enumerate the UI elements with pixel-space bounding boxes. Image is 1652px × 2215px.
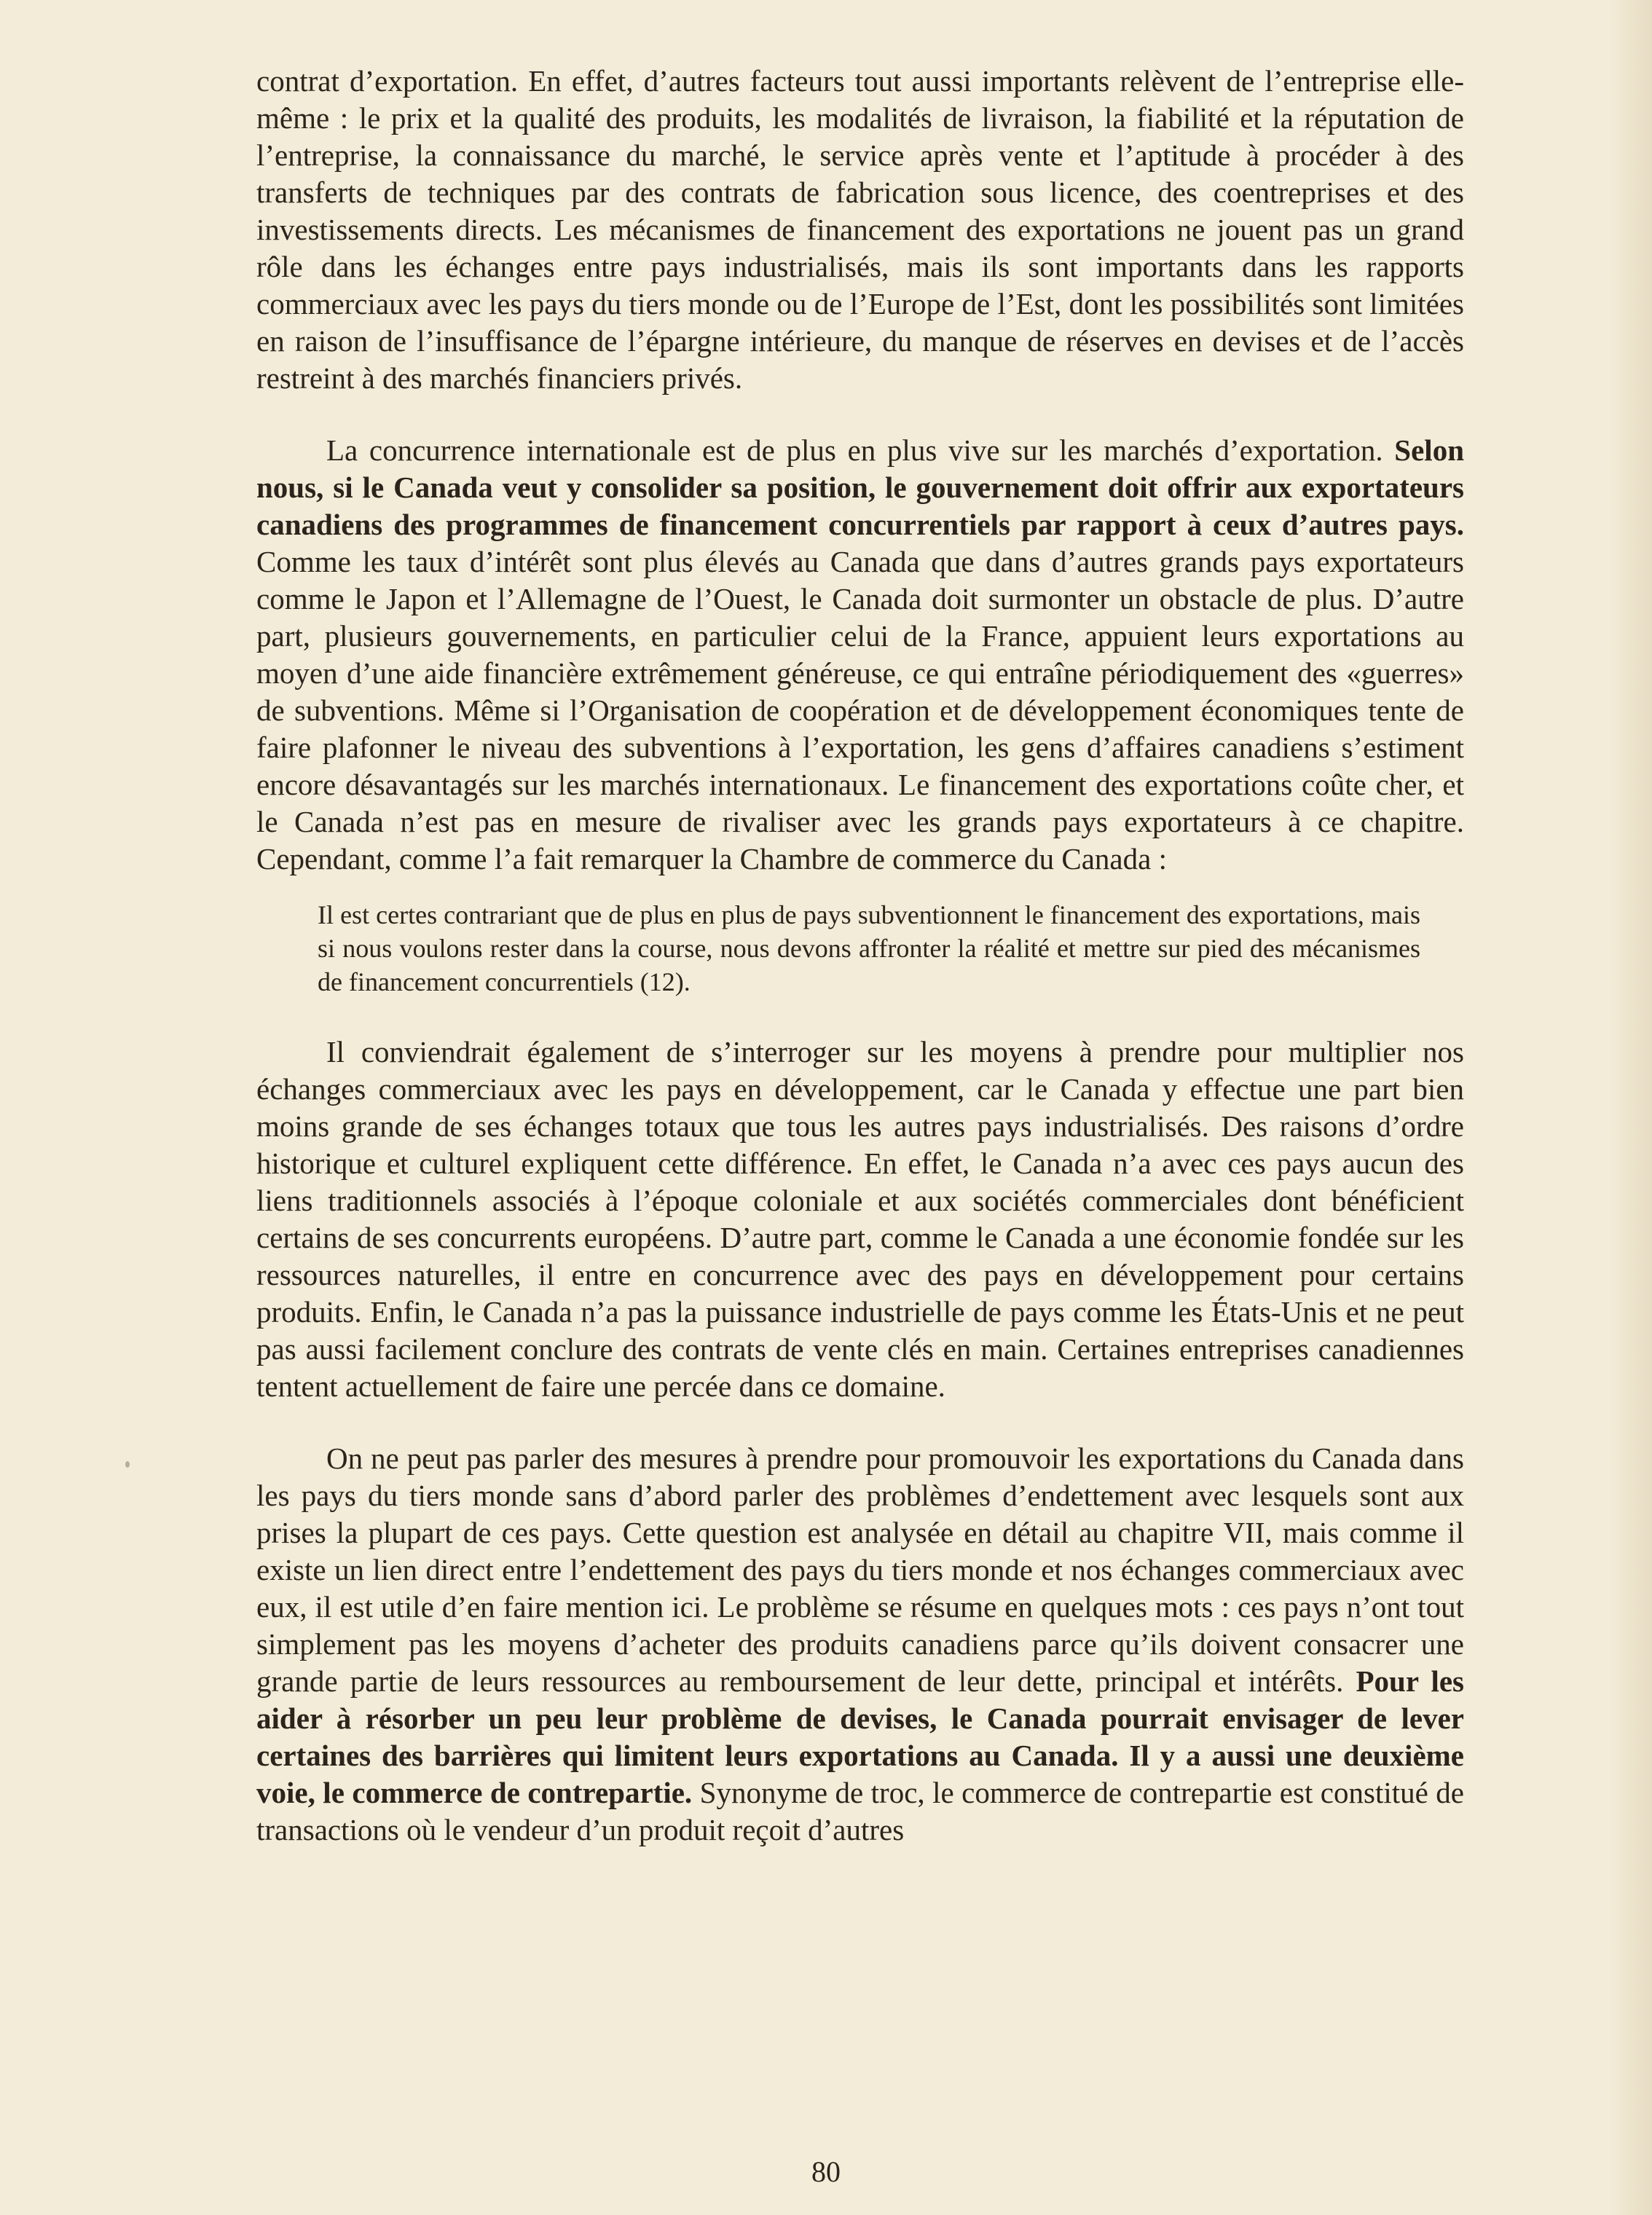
block-quote	[256, 898, 1464, 999]
paragraph-1-text: contrat d’exportation. En effet, d’autres facteurs tout aussi importants relèvent de l’entreprise elle-même : le prix et la qualité des produits, les modalités de livraison, la fiabilité et la réputation de l’entreprise, la connaissance du marché, le service après vente et l’aptitude à procéder à des transferts de techniques par des contrats de fabrication sous licence, des coentreprises et des investissements directs. Les mécanismes de financement des exportations ne jouent pas un grand rôle dans les échanges entre pays industrialisés, mais ils sont importants dans les rapports commerciaux avec les pays du tiers monde ou de l’Europe de l’Est, dont les possibilités sont limitées en raison de l’insuffisance de l’épargne intérieure, du manque de réserves en devises et de l’accès restreint à des marchés financiers privés.	[256, 64, 1464, 395]
body-text	[256, 63, 1464, 1849]
paragraph-4-text-end: Synonyme de troc, le commerce de contrepartie est constitué de transactions où le vendeur d’un produit reçoit d’autres	[256, 1776, 1464, 1846]
paragraph-3-text: Il conviendrait également de s’interroger sur les moyens à prendre pour multiplier nos échanges commerciaux avec les pays en développement, car le Canada y effectue une part bien moins grande de ses échanges totaux que tous les autres pays industrialisés. Des raisons d’ordre historique et culturel expliquent cette différence. En effet, le Canada n’a avec ces pays aucun des liens traditionnels associés à l’époque coloniale et aux sociétés commerciales dont bénéficient certains de ses concurrents européens. D’autre part, comme le Canada a une économie fondée sur les ressources naturelles, il entre en concurrence avec des pays en développement pour certains produits. Enfin, le Canada n’a pas la puissance industrielle de pays comme les États-Unis et ne peut pas aussi facilement conclure des contrats de vente clés en main. Certaines entreprises canadiennes tentent actuellement de faire une percée dans ce domaine.	[256, 1035, 1464, 1403]
page-edge-shadow	[1608, 0, 1652, 2215]
paragraph-4-bold-recommendation: Pour les aider à résorber un peu leur problème de devises, le Canada pourrait envisager de lever certaines des barrières qui limitent leurs exportations au Canada. Il y a aussi une deuxième voie, le commerce de contrepartie.	[256, 1664, 1464, 1809]
paragraph-4-text-start: On ne peut pas parler des mesures à prendre pour promouvoir les exportations du Canada dans les pays du tiers monde sans d’abord parler des problèmes d’endettement avec lesquels sont aux prises la plupart de ces pays. Cette question est analysée en détail au chapitre VII, mais comme il existe un lien direct entre l’endettement des pays du tiers monde et nos échanges commerciaux avec eux, il est utile d’en faire mention ici. Le problème se résume en quelques mots : ces pays n’ont tout simplement pas les moyens d’acheter des produits canadiens parce qu’ils doivent consacrer une grande partie de leurs ressources au remboursement de leur dette, principal et intérêts.	[256, 1441, 1464, 1698]
paragraph-2-bold-recommendation: Selon nous, si le Canada veut y consolider sa position, le gouvernement doit offrir aux exportateurs canadiens des programmes de financement concurrentiels par rapport à ceux d’autres pays.	[256, 433, 1464, 541]
block-quote-text: Il est certes contrariant que de plus en plus de pays subventionnent le financement des exportations, mais si nous voulons rester dans la course, nous devons affronter la réalité et mettre sur pied des mécanismes de financement concurrentiels (12).	[318, 900, 1420, 996]
paragraph-2-text-end: Comme les taux d’intérêt sont plus élevés au Canada que dans d’autres grands pays exportateurs comme le Japon et l’Allemagne de l’Ouest, le Canada doit surmonter un obstacle de plus. D’autre part, plusieurs gouvernements, en particulier celui de la France, appuient leurs exportations au moyen d’une aide financière extrêmement généreuse, ce qui entraîne périodiquement des «guerres» de subventions. Même si l’Organisation de coopération et de développement économiques tente de faire plafonner le niveau des subventions à l’exportation, les gens d’affaires canadiens s’estiment encore désavantagés sur les marchés internationaux. Le financement des exportations coûte cher, et le Canada n’est pas en mesure de rivaliser avec les grands pays exportateurs à ce chapitre. Cependant, comme l’a fait remarquer la Chambre de commerce du Canada :	[256, 545, 1464, 876]
page-number: 80	[811, 2155, 841, 2188]
paragraph-3	[256, 1034, 1464, 1405]
paragraph-1	[256, 63, 1464, 397]
paragraph-2	[256, 432, 1464, 878]
paragraph-2-text-start: La concurrence internationale est de plus en plus vive sur les marchés d’exportation.	[326, 433, 1395, 467]
paper-speck	[125, 1461, 130, 1468]
paragraph-4	[256, 1440, 1464, 1849]
